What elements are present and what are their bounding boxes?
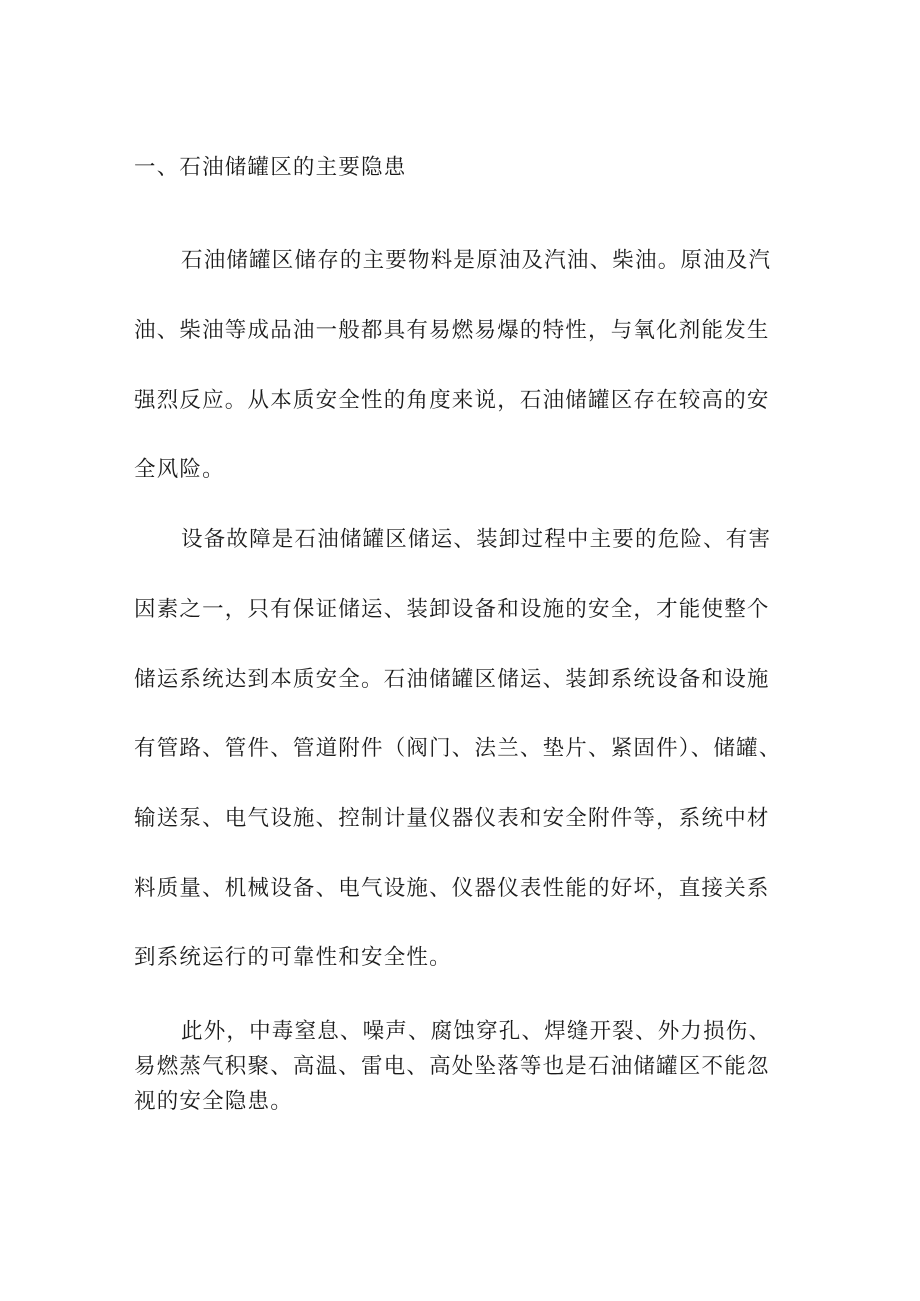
section-heading: 一、石油储罐区的主要隐患 — [134, 155, 407, 180]
paragraph-1-line-2: 油、柴油等成品油一般都具有易燃易爆的特性，与氧化剂能发生 — [134, 318, 770, 343]
paragraph-3-line-1: 此外，中毒窒息、噪声、腐蚀穿孔、焊缝开裂、外力损伤、 — [181, 1019, 772, 1044]
paragraph-2-line-1: 设备故障是石油储罐区储运、装卸过程中主要的危险、有害 — [181, 527, 772, 552]
paragraph-3-line-2: 易燃蒸气积聚、高温、雷电、高处坠落等也是石油储罐区不能忽 — [134, 1054, 770, 1079]
paragraph-2-line-7: 到系统运行的可靠性和安全性。 — [134, 945, 452, 970]
paragraph-2-line-4: 有管路、管件、管道附件（阀门、法兰、垫片、紧固件）、储罐、 — [134, 736, 782, 761]
paragraph-2-line-5: 输送泵、电气设施、控制计量仪器仪表和安全附件等，系统中材 — [134, 806, 770, 831]
paragraph-1-line-3: 强烈反应。从本质安全性的角度来说，石油储罐区存在较高的安 — [134, 388, 770, 413]
paragraph-3-line-3: 视的安全隐患。 — [134, 1089, 293, 1114]
paragraph-2-line-3: 储运系统达到本质安全。石油储罐区储运、装卸系统设备和设施 — [134, 667, 770, 692]
paragraph-2-line-2: 因素之一，只有保证储运、装卸设备和设施的安全，才能使整个 — [134, 597, 770, 622]
paragraph-2-line-6: 料质量、机械设备、电气设施、仪器仪表性能的好坏，直接关系 — [134, 876, 770, 901]
paragraph-1-line-4: 全风险。 — [134, 457, 225, 482]
paragraph-1-line-1: 石油储罐区储存的主要物料是原油及汽油、柴油。原油及汽 — [181, 248, 772, 273]
